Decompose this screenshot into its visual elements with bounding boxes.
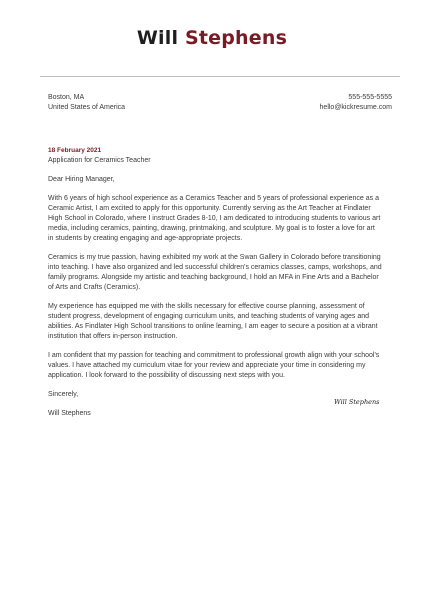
paragraph: My experience has equipped me with the skills necessary for effective course planning, assessment of student progress, development of engaging curriculum units, and teaching students of varying ages and abilities. As Findlater High School transitions to online learning, I am eager to secure a position at a vibrant institution that offers in-person instruction. [48, 303, 378, 340]
header-divider [40, 76, 400, 77]
letter-body [48, 146, 382, 419]
applicant-name [0, 26, 424, 50]
last-name: Stephens [185, 27, 288, 49]
signer-name: Will Stephens [48, 410, 91, 417]
letter-subject: Application for Ceramics Teacher [48, 157, 151, 164]
first-name: Will [136, 27, 179, 49]
greeting: Dear Hiring Manager, [48, 176, 115, 183]
contact-block [48, 93, 392, 113]
contact-details [320, 93, 392, 113]
paragraph: Ceramics is my true passion, having exhibited my work at the Swan Gallery in Colorado before transitioning into teaching. I have also organized and led successful children's ceramics classes, camps, workshops, and family programs. Alongside my artistic and teaching background, I hold an MFA in Fine Arts and a Bachelor of Arts and Crafts (Ceramics). [48, 254, 382, 291]
letter-date: 18 February 2021 [48, 147, 102, 154]
email: hello@kickresume.com [319, 104, 392, 111]
handwritten-signature: Will Stephens [334, 398, 380, 406]
paragraph: With 6 years of high school experience as a Ceramics Teacher and 5 years of professional experience as a Ceramic Artist, I am excited to apply for this opportunity. Currently serving as the Art Teacher at Findlater High School in Colorado, where I instruct Grades 8-10, I am dedicated to introducing students to various art media, including ceramics, painting, drawing, printmaking, and sculpture. My goal is to foster a love for art in students by creating engaging and age-appropriate projects. [48, 195, 381, 242]
phone: 555-555-5555 [348, 94, 392, 101]
paragraph: I am confident that my passion for teaching and commitment to professional growth align with your school's values. I have attached my curriculum vitae for your review and appreciate your time in considering my application. I look forward to the possibility of discussing next steps with you. [48, 352, 380, 379]
city: Boston, MA [48, 94, 85, 101]
address [48, 93, 125, 113]
closing: Sincerely, [48, 391, 79, 398]
country: United States of America [48, 104, 126, 111]
